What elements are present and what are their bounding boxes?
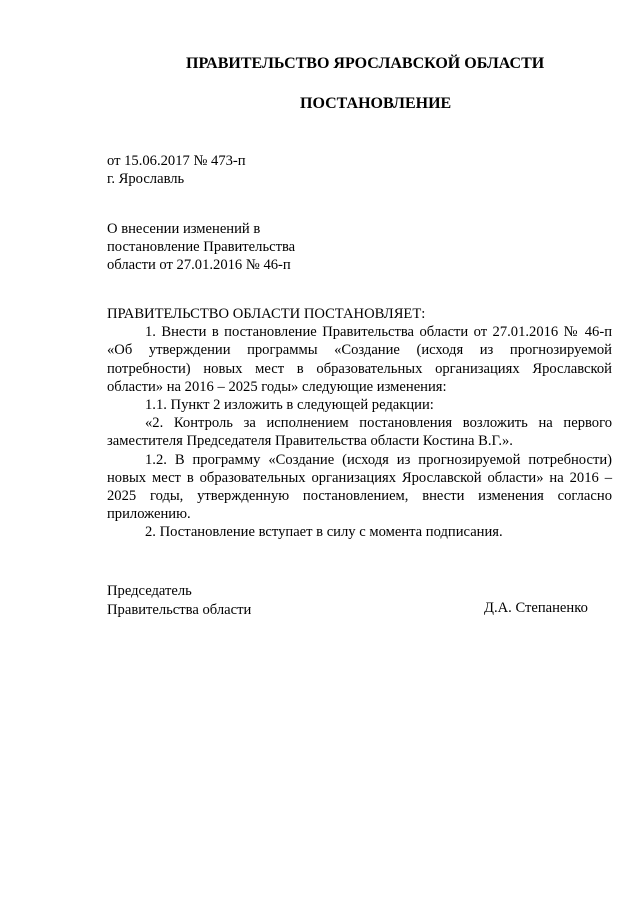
- paragraph-1-2: 1.2. В программу «Создание (исходя из прогнозируемой потребности) новых мест в образовательных организациях Ярославской области» на 2016 – 2025 годы, утвержденную постановлением, внести изменения согласно приложению.: [107, 451, 612, 523]
- signature-title: [107, 582, 251, 619]
- document-date-number: от 15.06.2017 № 473-п: [107, 153, 246, 169]
- decree-heading: ПРАВИТЕЛЬСТВО ОБЛАСТИ ПОСТАНОВЛЯЕТ:: [107, 306, 426, 322]
- subject-line: О внесении изменений в: [107, 221, 261, 237]
- signature-title-line: Правительства области: [107, 601, 252, 618]
- signature-name: Д.А. Степаненко: [484, 600, 588, 616]
- decree-body: [107, 305, 612, 542]
- document-city: г. Ярославль: [107, 171, 185, 187]
- paragraph-1-1: 1.1. Пункт 2 изложить в следующей редакции:: [145, 397, 434, 414]
- paragraph-2: 2. Постановление вступает в силу с момента подписания.: [145, 524, 503, 541]
- government-title: ПРАВИТЕЛЬСТВО ЯРОСЛАВСКОЙ ОБЛАСТИ: [186, 55, 545, 72]
- subject-line: постановление Правительства: [107, 239, 296, 255]
- signature-title-line: Председатель: [107, 583, 192, 599]
- subject-line: области от 27.01.2016 № 46-п: [107, 257, 291, 273]
- paragraph-1-1-quote: «2. Контроль за исполнением постановления возложить на первого заместителя Председателя Правительства области Костина В.Г.».: [107, 415, 612, 450]
- paragraph-1: 1. Внести в постановление Правительства области от 27.01.2016 № 46-п «Об утверждении программы «Создание (исходя из прогнозируемой потребности) новых мест в образовательных организациях Ярославской области» на 2016 – 2025 годы» следующие изменения:: [107, 324, 612, 395]
- document-type: ПОСТАНОВЛЕНИЕ: [300, 95, 452, 112]
